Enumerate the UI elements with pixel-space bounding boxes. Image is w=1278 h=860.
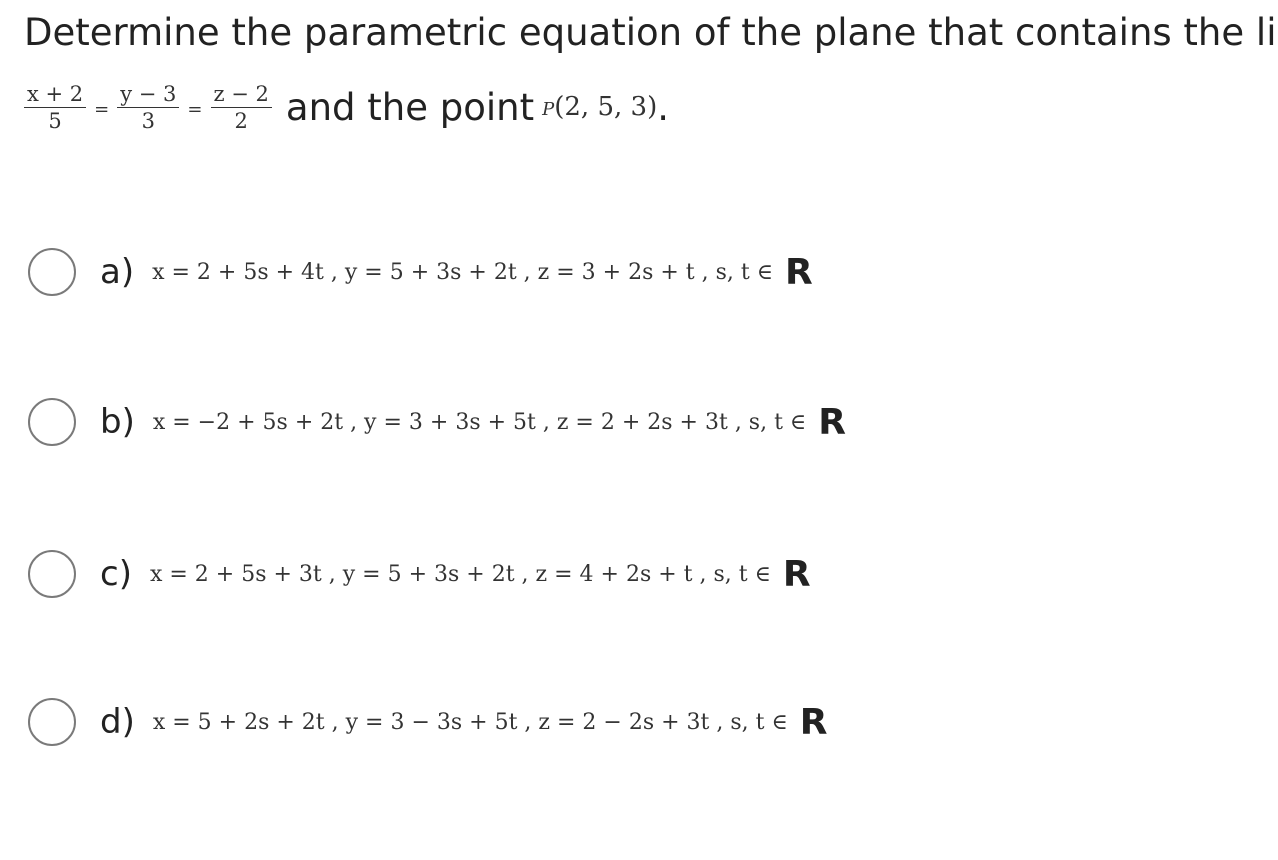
answer-option-b[interactable] bbox=[28, 392, 846, 452]
point-coordinates: (2, 5, 3) bbox=[554, 92, 658, 122]
option-letter-b: b) bbox=[100, 402, 135, 442]
real-numbers-symbol: R bbox=[782, 553, 811, 595]
radio-button-d[interactable] bbox=[28, 698, 76, 746]
question-period: . bbox=[657, 85, 669, 129]
option-letter-d: d) bbox=[100, 702, 135, 742]
option-letter-c: c) bbox=[100, 554, 132, 594]
point-expression bbox=[542, 92, 657, 122]
equals-sign: = bbox=[187, 98, 203, 120]
real-numbers-symbol: R bbox=[785, 251, 813, 293]
fraction-z bbox=[211, 82, 272, 133]
question-line-equation bbox=[24, 72, 669, 142]
option-equation-b: x = −2 + 5s + 2t , y = 3 + 3s + 5t , z = 2 + 2s + 3t , s, t ∈ bbox=[152, 409, 807, 435]
real-numbers-symbol: R bbox=[818, 401, 846, 443]
fraction-x-numerator: x + 2 bbox=[24, 82, 86, 108]
answer-option-c[interactable] bbox=[28, 544, 811, 604]
fraction-z-numerator: z − 2 bbox=[211, 82, 272, 108]
fraction-y-denominator: 3 bbox=[141, 108, 156, 133]
radio-button-c[interactable] bbox=[28, 550, 76, 598]
connector-text: and the point bbox=[285, 85, 535, 129]
option-equation-c: x = 2 + 5s + 3t , y = 5 + 3s + 2t , z = 4 + 2s + t , s, t ∈ bbox=[149, 561, 771, 587]
equals-sign: = bbox=[94, 98, 110, 120]
answer-option-a[interactable] bbox=[28, 242, 813, 302]
radio-button-a[interactable] bbox=[28, 248, 76, 296]
question-text: Determine the parametric equation of the plane that contains the li bbox=[24, 11, 1277, 54]
answer-option-d[interactable] bbox=[28, 692, 828, 752]
option-equation-a: x = 2 + 5s + 4t , y = 5 + 3s + 2t , z = 3 + 2s + t , s, t ∈ bbox=[152, 259, 774, 285]
fraction-y-numerator: y − 3 bbox=[117, 82, 179, 108]
real-numbers-symbol: R bbox=[799, 701, 828, 743]
fraction-x bbox=[24, 82, 86, 133]
fraction-z-denominator: 2 bbox=[234, 108, 248, 133]
point-name: P bbox=[542, 99, 555, 120]
option-letter-a: a) bbox=[100, 252, 135, 292]
radio-button-b[interactable] bbox=[28, 398, 76, 446]
option-equation-d: x = 5 + 2s + 2t , y = 3 − 3s + 5t , z = 2 − 2s + 3t , s, t ∈ bbox=[152, 709, 788, 735]
fraction-y bbox=[117, 82, 179, 133]
fraction-x-denominator: 5 bbox=[48, 108, 62, 133]
